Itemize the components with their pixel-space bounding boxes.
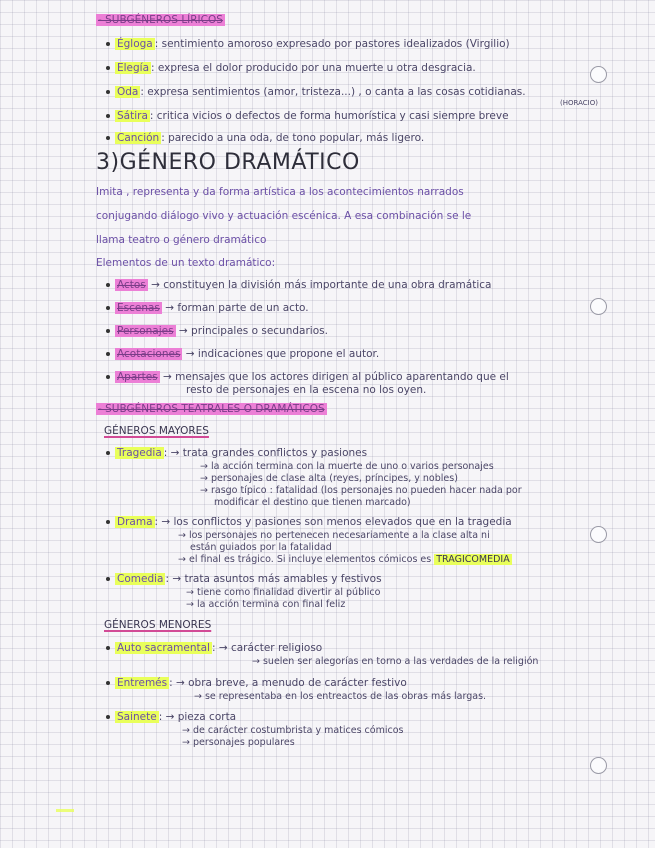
- horacio-note: (HORACIO): [560, 99, 598, 107]
- list-item: Oda : expresa sentimientos (amor, tristeza...) , o canta a las cosas cotidianas.: [106, 86, 526, 99]
- bullet-icon: [106, 375, 110, 379]
- list-item: Actos → constituyen la división más importante de una obra dramática: [106, 279, 491, 292]
- list-item-continuation: → el final es trágico. Si incluye elementos cómicos es TRAGICOMEDIA: [178, 554, 510, 565]
- bullet-icon: [106, 715, 110, 719]
- binder-hole-icon: [590, 66, 607, 83]
- bullet-icon: [106, 646, 110, 650]
- intro-line: Imita , representa y da forma artística a los acontecimientos narrados: [96, 186, 464, 198]
- intro-line: llama teatro o género dramático: [96, 234, 267, 246]
- list-item-continuation: → rasgo típico : fatalidad (los personajes no pueden hacer nada por: [200, 485, 522, 496]
- list-item: Apartes → mensajes que los actores dirigen al público aparentando que el: [106, 371, 509, 384]
- list-item: Auto sacramental : → carácter religioso: [106, 642, 322, 655]
- list-item: Personajes → principales o secundarios.: [106, 325, 328, 338]
- list-item: Escenas → forman parte de un acto.: [106, 302, 309, 315]
- list-item: Acotaciones → indicaciones que propone el autor.: [106, 348, 379, 361]
- list-item-continuation: resto de personajes en la escena no los oyen.: [186, 384, 427, 396]
- section-title: 3)GÉNERO DRAMÁTICO: [96, 150, 360, 175]
- bullet-icon: [106, 114, 110, 118]
- elements-heading: Elementos de un texto dramático:: [96, 257, 276, 269]
- list-item: Égloga : sentimiento amoroso expresado por pastores idealizados (Virgilio): [106, 38, 510, 51]
- minor-genres-heading: GÉNEROS MENORES: [104, 619, 212, 631]
- list-item-continuation: → los personajes no pertenecen necesariamente a la clase alta ni: [178, 530, 490, 541]
- bullet-icon: [106, 451, 110, 455]
- bullet-icon: [106, 283, 110, 287]
- list-item-continuation: → personajes de clase alta (reyes, príncipes, y nobles): [200, 473, 458, 484]
- bullet-icon: [106, 136, 110, 140]
- bullet-icon: [106, 520, 110, 524]
- bullet-icon: [106, 90, 110, 94]
- list-item: Tragedia : → trata grandes conflictos y pasiones: [106, 447, 367, 460]
- theatre-subgenres-heading: - SUBGÉNEROS TEATRALES O DRAMÁTICOS: [98, 403, 325, 415]
- list-item-continuation: → suelen ser alegorías en torno a las verdades de la religión: [252, 656, 539, 667]
- list-item-continuation: → se representaba en los entreactos de las obras más largas.: [194, 691, 487, 702]
- highlighter-mark: [56, 809, 74, 812]
- bullet-icon: [106, 352, 110, 356]
- bullet-icon: [106, 66, 110, 70]
- list-item-continuation: → tiene como finalidad divertir al público: [186, 587, 381, 598]
- bullet-icon: [106, 577, 110, 581]
- bullet-icon: [106, 306, 110, 310]
- list-item-continuation: → la acción termina con final feliz: [186, 599, 346, 610]
- list-item: Comedia : → trata asuntos más amables y festivos: [106, 573, 382, 586]
- binder-hole-icon: [590, 298, 607, 315]
- list-item-continuation: → la acción termina con la muerte de uno o varios personajes: [200, 461, 494, 472]
- list-item-continuation: → personajes populares: [182, 737, 295, 748]
- list-item: Drama : → los conflictos y pasiones son menos elevados que en la tragedia: [106, 516, 512, 529]
- list-item: Entremés : → obra breve, a menudo de carácter festivo: [106, 677, 407, 690]
- binder-hole-icon: [590, 526, 607, 543]
- bullet-icon: [106, 681, 110, 685]
- list-item: Elegía : expresa el dolor producido por una muerte u otra desgracia.: [106, 62, 476, 75]
- lyric-subgenres-heading: - SUBGÉNEROS LÍRICOS: [98, 14, 223, 26]
- list-item: Sainete : → pieza corta: [106, 711, 236, 724]
- bullet-icon: [106, 42, 110, 46]
- list-item: Sátira : critica vicios o defectos de forma humorística y casi siempre breve: [106, 110, 509, 123]
- intro-line: conjugando diálogo vivo y actuación escénica. A esa combinación se le: [96, 210, 472, 222]
- list-item-continuation: modificar el destino que tienen marcado): [214, 497, 411, 508]
- list-item: Canción : parecido a una oda, de tono popular, más ligero.: [106, 132, 424, 145]
- list-item-continuation: → de carácter costumbrista y matices cómicos: [182, 725, 404, 736]
- bullet-icon: [106, 329, 110, 333]
- binder-hole-icon: [590, 757, 607, 774]
- major-genres-heading: GÉNEROS MAYORES: [104, 425, 209, 437]
- list-item-continuation: están guiados por la fatalidad: [190, 542, 332, 553]
